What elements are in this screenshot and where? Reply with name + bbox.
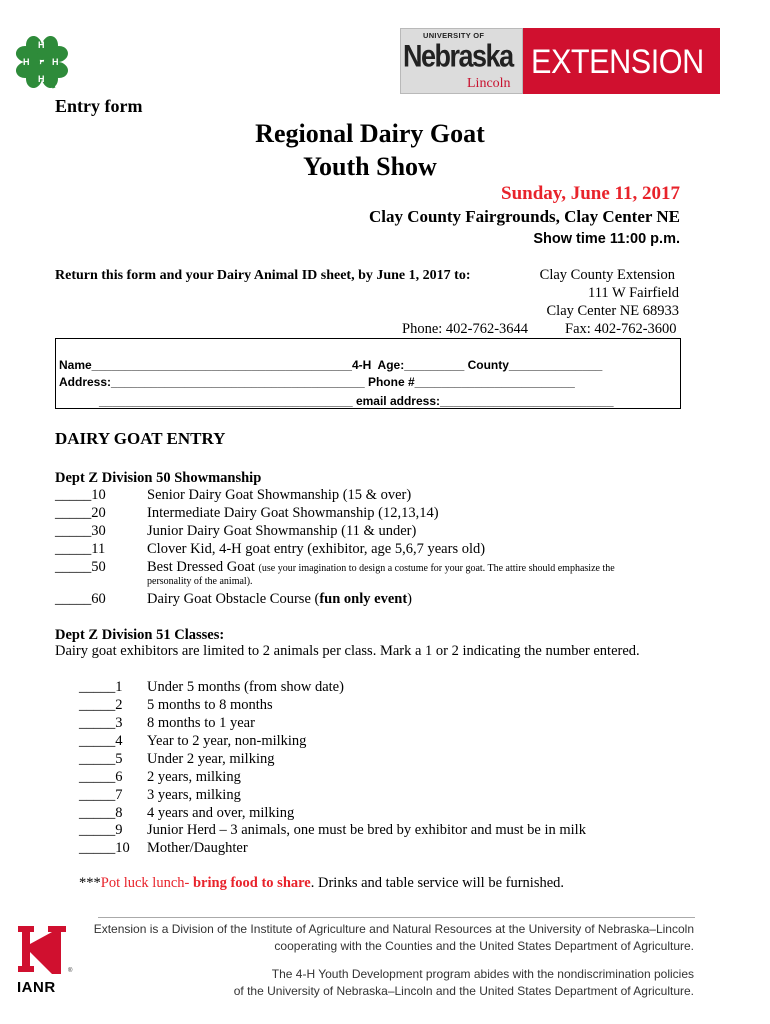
logo-nebraska: Nebraska <box>403 39 513 74</box>
address-line-3: Clay Center NE 68933 <box>546 303 679 319</box>
list-item <box>55 523 417 540</box>
footer-line-3: The 4-H Youth Development program abides with the nondiscrimination policies <box>271 967 694 981</box>
svg-text:H: H <box>23 57 30 67</box>
title-line-1: Regional Dairy Goat <box>255 119 485 148</box>
fax: Fax: 402-762-3600 <box>565 321 677 337</box>
phone: Phone: 402-762-3644 <box>402 321 529 337</box>
entry-description: Year to 2 year, non-milking <box>147 733 307 749</box>
entry-title-end: ) <box>407 591 413 607</box>
address-phone-fields[interactable]: Address:______________________________________ Phone #________________________ <box>59 375 575 389</box>
list-item <box>79 715 255 732</box>
list-item <box>55 541 486 558</box>
division-51-note: Dairy goat exhibitors are limited to 2 animals per class. Mark a 1 or 2 indicating the number entered. <box>55 643 640 659</box>
entry-blank[interactable]: _____2 <box>79 697 123 713</box>
list-item <box>79 822 586 839</box>
list-item <box>79 679 344 696</box>
return-instruction: Return this form and your Dairy Animal ID sheet, by June 1, 2017 to: <box>55 268 471 283</box>
potluck-rest: . Drinks and table service will be furnished. <box>310 875 565 891</box>
entry-blank[interactable]: _____4 <box>79 733 123 749</box>
division-50-heading: Dept Z Division 50 Showmanship <box>55 470 262 486</box>
footer-line-1: Extension is a Division of the Institute of Agriculture and Natural Resources at the University of Nebraska–Lincoln <box>93 922 694 936</box>
entry-description <box>147 559 615 576</box>
entry-blank[interactable]: _____10 <box>79 840 130 856</box>
entry-description: Mother/Daughter <box>147 840 248 856</box>
entry-description: Intermediate Dairy Goat Showmanship (12,13,14) <box>147 505 439 521</box>
entry-blank[interactable]: _____6 <box>79 769 123 785</box>
entry-blank[interactable]: _____9 <box>79 822 123 838</box>
footer-line-4: of the University of Nebraska–Lincoln and the United States Department of Agriculture. <box>233 984 694 998</box>
entry-description: 2 years, milking <box>147 769 241 785</box>
entry-blank[interactable]: _____30 <box>55 523 106 539</box>
ianr-logo-text: IANR <box>17 979 56 996</box>
footer-divider <box>98 917 695 918</box>
4-h-clover-icon <box>12 32 72 92</box>
name-age-county-fields[interactable]: Name_______________________________________4-H Age:_________ County______________ <box>59 358 603 372</box>
entry-description: Under 5 months (from show date) <box>147 679 344 695</box>
show-date: Sunday, June 11, 2017 <box>501 183 680 204</box>
potluck-stars: *** <box>79 875 101 891</box>
entry-description: Clover Kid, 4-H goat entry (exhibitor, age 5,6,7 years old) <box>147 541 486 557</box>
svg-text:H: H <box>38 40 45 50</box>
entry-description: Junior Dairy Goat Showmanship (11 & under) <box>147 523 417 539</box>
title-line-2: Youth Show <box>303 152 437 181</box>
entry-blank[interactable]: _____7 <box>79 787 123 803</box>
list-item <box>79 697 273 714</box>
potluck-label: Pot luck lunch- <box>100 875 193 891</box>
nebraska-wordmark <box>400 28 523 94</box>
entry-title: Dairy Goat Obstacle Course ( <box>147 591 320 607</box>
logo-university-of: UNIVERSITY OF <box>423 31 485 40</box>
logo-lincoln: Lincoln <box>467 76 511 91</box>
address-email-fields[interactable]: ______________________________________ email address:__________________________ <box>59 394 614 408</box>
list-item <box>79 733 307 750</box>
entry-description: 5 months to 8 months <box>147 697 273 713</box>
nebraska-extension-logo <box>400 28 720 94</box>
entry-description: Senior Dairy Goat Showmanship (15 & over) <box>147 487 412 503</box>
list-item <box>79 769 241 786</box>
entry-blank[interactable]: _____1 <box>79 679 123 695</box>
show-time: Show time 11:00 p.m. <box>533 231 680 247</box>
entry-title: Best Dressed Goat <box>147 559 255 575</box>
entry-note-continued: personality of the animal). <box>147 576 253 587</box>
address-line-1: Clay County Extension <box>539 267 675 283</box>
entry-blank[interactable]: _____8 <box>79 805 123 821</box>
entry-description: Under 2 year, milking <box>147 751 275 767</box>
entry-description: 4 years and over, milking <box>147 805 295 821</box>
list-item <box>79 787 241 804</box>
svg-text:H: H <box>52 57 59 67</box>
list-item <box>55 487 412 504</box>
entry-blank[interactable]: _____20 <box>55 505 106 521</box>
division-51-heading: Dept Z Division 51 Classes: <box>55 627 225 643</box>
entry-form-label: Entry form <box>55 96 143 116</box>
extension-banner <box>523 28 720 94</box>
entry-blank[interactable]: _____10 <box>55 487 106 503</box>
show-venue: Clay County Fairgrounds, Clay Center NE <box>368 207 680 226</box>
entry-blank[interactable]: _____5 <box>79 751 123 767</box>
entry-blank[interactable]: _____50 <box>55 559 106 575</box>
entry-description: 3 years, milking <box>147 787 241 803</box>
logo-extension: EXTENSION <box>531 43 704 81</box>
page-title <box>0 117 740 183</box>
list-item <box>79 805 295 822</box>
entry-description: Junior Herd – 3 animals, one must be bred by exhibitor and must be in milk <box>147 822 586 838</box>
address-line-2: 111 W Fairfield <box>587 285 679 301</box>
list-item <box>55 559 615 576</box>
potluck-bring-food: bring food to share <box>192 875 311 891</box>
section-heading: DAIRY GOAT ENTRY <box>55 429 226 448</box>
entry-blank[interactable]: _____3 <box>79 715 123 731</box>
entry-blank[interactable]: _____60 <box>55 591 106 607</box>
list-item <box>55 591 413 608</box>
list-item <box>79 751 275 768</box>
footer-line-2: cooperating with the Counties and the United States Department of Agriculture. <box>274 939 694 953</box>
entry-description: 8 months to 1 year <box>147 715 255 731</box>
entry-note: (use your imagination to design a costume for your goat. The attire should emphasize the <box>258 563 615 574</box>
list-item <box>55 505 439 522</box>
potluck-note <box>79 875 564 892</box>
svg-text:H: H <box>38 74 45 84</box>
list-item <box>79 840 248 857</box>
entry-description <box>147 591 412 608</box>
fun-only-event: fun only event <box>319 591 408 607</box>
exhibitor-info-box[interactable] <box>55 338 681 409</box>
entry-blank[interactable]: _____11 <box>55 541 106 557</box>
svg-text:®: ® <box>68 968 73 974</box>
